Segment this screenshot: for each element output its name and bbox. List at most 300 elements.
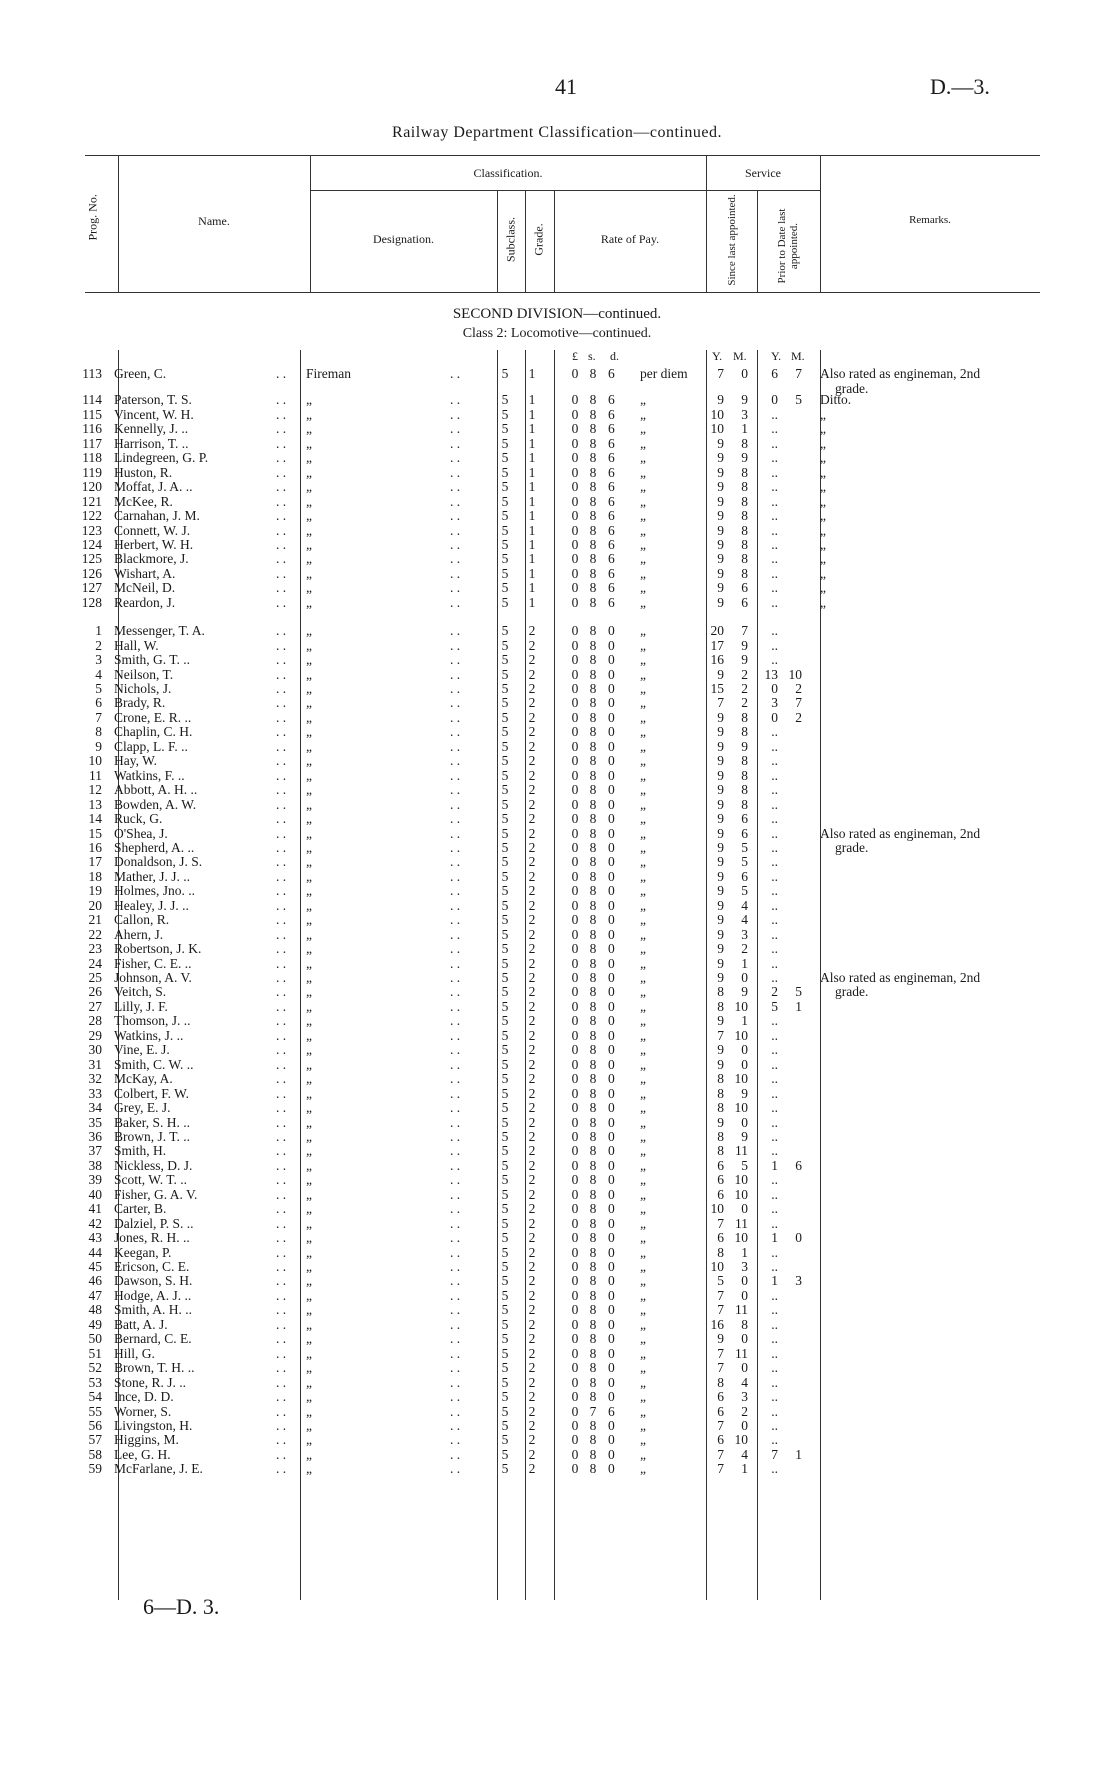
since-months-cell: 11 <box>735 1302 748 1318</box>
per-diem-cell: „ <box>640 1215 646 1231</box>
since-months-cell: 0 <box>741 1331 748 1347</box>
designation-cell: „ <box>306 435 312 451</box>
pay-shillings-cell: 8 <box>589 926 597 942</box>
pay-pence-cell: 0 <box>608 1316 615 1332</box>
designation-cell: „ <box>306 493 312 509</box>
prog-number: 115 <box>82 406 102 422</box>
since-years-cell: 7 <box>717 1027 724 1043</box>
pay-shillings-cell: 8 <box>589 941 597 957</box>
pay-shillings-cell: 8 <box>589 565 597 581</box>
pay-pence-cell: 0 <box>608 695 615 711</box>
unit-pounds: £ <box>572 349 578 363</box>
pay-shillings-cell: 8 <box>589 464 597 480</box>
pay-shillings-cell: 8 <box>589 767 597 783</box>
since-months-cell: 7 <box>741 623 748 639</box>
grade-cell: 2 <box>528 724 536 740</box>
name-cell: Shepherd, A. .. <box>114 839 195 855</box>
prior-years-cell: .. <box>771 580 778 596</box>
designation-cell: „ <box>306 1056 312 1072</box>
name-cell: Crone, E. R. .. <box>114 709 192 725</box>
per-diem-cell: „ <box>640 1389 646 1405</box>
leader-dots: . . <box>450 709 461 725</box>
since-months-cell: 1 <box>741 421 748 437</box>
prog-number: 58 <box>88 1446 102 1462</box>
per-diem-cell: „ <box>640 941 646 957</box>
since-years-cell: 6 <box>717 1230 724 1246</box>
prior-years-cell: .. <box>771 1360 778 1376</box>
grade-cell: 2 <box>528 825 536 841</box>
prior-years-cell: 0 <box>771 392 778 408</box>
prior-years-cell: .. <box>771 1143 778 1159</box>
designation-cell: „ <box>306 970 312 985</box>
prior-years-cell: .. <box>771 1128 778 1144</box>
pay-pounds-cell: 0 <box>571 1027 579 1043</box>
prog-number: 5 <box>95 681 102 696</box>
since-months-cell: 4 <box>741 1374 748 1390</box>
pay-pence-cell: 6 <box>608 435 615 451</box>
pay-shillings-cell: 8 <box>589 652 597 668</box>
since-years-cell: 9 <box>717 941 724 957</box>
name-cell: Grey, E. J. <box>114 1100 171 1116</box>
remarks-cell: „ <box>820 580 826 596</box>
since-years-cell: 7 <box>717 366 724 381</box>
pay-pence-cell: 6 <box>608 392 615 408</box>
since-months-cell: 10 <box>734 1230 748 1246</box>
prog-number: 12 <box>88 782 102 798</box>
subclass-cell: 5 <box>501 392 509 408</box>
leader-dots: . . <box>450 551 461 567</box>
per-diem-cell: „ <box>640 1201 646 1217</box>
subclass-cell: 5 <box>501 1259 509 1274</box>
prog-number: 29 <box>88 1027 102 1043</box>
prog-number: 117 <box>82 435 102 451</box>
name-cell: Bowden, A. W. <box>114 796 197 812</box>
pay-pounds-cell: 0 <box>571 623 579 639</box>
designation-cell: „ <box>306 767 312 783</box>
grade-cell: 2 <box>528 1374 536 1390</box>
prog-number: 34 <box>88 1100 102 1116</box>
leader-dots: . . <box>276 1056 287 1072</box>
subclass-cell: 5 <box>501 1331 509 1347</box>
pay-pounds-cell: 0 <box>571 955 579 971</box>
prog-number: 20 <box>88 897 102 913</box>
prior-years-cell: 0 <box>771 681 778 696</box>
prog-number: 43 <box>88 1230 102 1246</box>
per-diem-cell: „ <box>640 955 646 971</box>
pay-pence-cell: 6 <box>608 565 615 581</box>
grade-cell: 1 <box>528 479 536 495</box>
since-months-cell: 10 <box>734 1100 748 1116</box>
grade-cell: 2 <box>528 1302 536 1318</box>
leader-dots: . . <box>450 1186 461 1202</box>
per-diem-cell: „ <box>640 724 646 740</box>
leader-dots: . . <box>450 421 461 437</box>
pay-shillings-cell: 8 <box>589 839 597 855</box>
subclass-cell: 5 <box>501 767 509 783</box>
subclass-cell: 5 <box>501 536 509 552</box>
name-cell: Veitch, S. <box>114 984 167 1000</box>
prog-number: 122 <box>81 508 102 524</box>
subclass-cell: 5 <box>501 984 509 1000</box>
per-diem-cell: „ <box>640 1157 646 1173</box>
since-months-cell: 8 <box>741 724 748 740</box>
pay-pence-cell: 0 <box>608 1100 615 1116</box>
prog-number: 22 <box>88 926 102 942</box>
name-cell: Hill, G. <box>114 1345 155 1361</box>
prior-years-cell: .. <box>771 1114 778 1130</box>
leader-dots: . . <box>450 594 461 610</box>
per-diem-cell: „ <box>640 1273 646 1289</box>
prior-years-cell: .. <box>771 1085 778 1101</box>
designation-cell: „ <box>306 695 312 711</box>
since-months-cell: 8 <box>741 709 748 725</box>
grade-cell: 2 <box>528 1114 536 1130</box>
name-cell: Healey, J. J. .. <box>114 897 189 913</box>
name-cell: Connett, W. J. <box>114 522 191 538</box>
grade-cell: 1 <box>528 536 536 552</box>
leader-dots: . . <box>276 637 287 653</box>
since-months-cell: 11 <box>735 1215 748 1231</box>
leader-dots: . . <box>276 1186 287 1202</box>
per-diem-cell: „ <box>640 450 646 466</box>
since-years-cell: 9 <box>717 738 724 754</box>
pay-pence-cell: 0 <box>608 825 615 841</box>
header-since-last-appointed: Since last appointed. <box>726 194 738 286</box>
pay-shillings-cell: 8 <box>589 1446 597 1462</box>
leader-dots: . . <box>276 1085 287 1101</box>
since-months-cell: 11 <box>735 1345 748 1361</box>
per-diem-cell: „ <box>640 580 646 596</box>
subclass-cell: 5 <box>501 551 509 567</box>
subclass-cell: 5 <box>501 450 509 466</box>
prior-months-cell: 3 <box>795 1273 802 1289</box>
pay-shillings-cell: 8 <box>589 1287 597 1303</box>
subclass-cell: 5 <box>501 435 509 451</box>
subclass-cell: 5 <box>501 1085 509 1101</box>
pay-pounds-cell: 0 <box>571 1143 579 1159</box>
name-cell: Johnson, A. V. <box>114 970 192 985</box>
since-months-cell: 8 <box>741 508 748 524</box>
pay-pence-cell: 0 <box>608 1446 615 1462</box>
leader-dots: . . <box>450 868 461 884</box>
grade-cell: 2 <box>528 1085 536 1101</box>
per-diem-cell: „ <box>640 1143 646 1159</box>
since-months-cell: 11 <box>735 1143 748 1159</box>
prog-number: 35 <box>88 1114 102 1130</box>
grade-cell: 2 <box>528 1186 536 1202</box>
leader-dots: . . <box>450 767 461 783</box>
pay-shillings-cell: 8 <box>589 709 597 725</box>
pay-pence-cell: 0 <box>608 767 615 783</box>
pay-shillings-cell: 8 <box>589 1085 597 1101</box>
name-cell: Nickless, D. J. <box>114 1157 193 1173</box>
prior-years-cell: .. <box>771 493 778 509</box>
leader-dots: . . <box>276 1345 287 1361</box>
leader-dots: . . <box>450 854 461 870</box>
pay-shillings-cell: 8 <box>589 1042 597 1058</box>
grade-cell: 2 <box>528 839 536 855</box>
since-years-cell: 9 <box>717 868 724 884</box>
prior-months-cell: 7 <box>795 695 802 711</box>
prog-number: 50 <box>88 1331 102 1347</box>
grade-cell: 2 <box>528 955 536 971</box>
grade-cell: 1 <box>528 406 536 422</box>
pay-shillings-cell: 8 <box>589 1331 597 1347</box>
since-years-cell: 9 <box>717 709 724 725</box>
since-years-cell: 10 <box>710 406 724 422</box>
leader-dots: . . <box>450 681 461 696</box>
leader-dots: . . <box>276 1417 287 1433</box>
per-diem-cell: „ <box>640 1403 646 1419</box>
leader-dots: . . <box>450 825 461 841</box>
header-grade: Grade. <box>531 223 546 256</box>
pay-pounds-cell: 0 <box>571 565 579 581</box>
subclass-cell: 5 <box>501 941 509 957</box>
prog-number: 21 <box>88 912 102 928</box>
prior-years-cell: .. <box>771 811 778 827</box>
prior-years-cell: .. <box>771 1013 778 1029</box>
pay-pence-cell: 0 <box>608 652 615 668</box>
per-diem-cell: „ <box>640 839 646 855</box>
pay-pence-cell: 0 <box>608 1461 615 1477</box>
grade-cell: 2 <box>528 666 536 682</box>
leader-dots: . . <box>276 565 287 581</box>
since-months-cell: 3 <box>741 1259 748 1274</box>
prior-years-cell: .. <box>771 825 778 841</box>
since-months-cell: 3 <box>741 926 748 942</box>
pay-pounds-cell: 0 <box>571 782 579 798</box>
designation-cell: „ <box>306 753 312 769</box>
name-cell: Stone, R. J. .. <box>114 1374 187 1390</box>
name-cell: Mather, J. J. .. <box>114 868 190 884</box>
grade-cell: 1 <box>528 551 536 567</box>
per-diem-cell: „ <box>640 753 646 769</box>
pay-pounds-cell: 0 <box>571 984 579 1000</box>
footer-reference: 6—D. 3. <box>143 1594 220 1619</box>
remarks-cell: Also rated as engineman, 2nd <box>820 366 981 381</box>
since-years-cell: 7 <box>717 1417 724 1433</box>
pay-pounds-cell: 0 <box>571 1461 579 1477</box>
pay-pounds-cell: 0 <box>571 392 579 408</box>
since-years-cell: 9 <box>717 464 724 480</box>
pay-shillings-cell: 8 <box>589 637 597 653</box>
subclass-cell: 5 <box>501 998 509 1014</box>
pay-shillings-cell: 8 <box>589 1316 597 1332</box>
prog-number: 19 <box>88 883 102 899</box>
since-months-cell: 5 <box>741 1157 748 1173</box>
leader-dots: . . <box>450 435 461 451</box>
subclass-cell: 5 <box>501 1417 509 1433</box>
grade-cell: 2 <box>528 1403 536 1419</box>
pay-pounds-cell: 0 <box>571 536 579 552</box>
grade-cell: 2 <box>528 811 536 827</box>
leader-dots: . . <box>450 811 461 827</box>
designation-cell: „ <box>306 681 312 696</box>
subclass-cell: 5 <box>501 1186 509 1202</box>
leader-dots: . . <box>450 998 461 1014</box>
division-heading: SECOND DIVISION—continued. <box>452 306 662 322</box>
grade-cell: 2 <box>528 1259 536 1274</box>
pay-shillings-cell: 8 <box>589 681 597 696</box>
pay-pounds-cell: 0 <box>571 1215 579 1231</box>
prog-number: 11 <box>89 767 102 783</box>
pay-shillings-cell: 8 <box>589 666 597 682</box>
designation-cell: „ <box>306 565 312 581</box>
per-diem-cell: „ <box>640 1186 646 1202</box>
designation-cell: „ <box>306 782 312 798</box>
pay-pounds-cell: 0 <box>571 1374 579 1390</box>
since-months-cell: 8 <box>741 753 748 769</box>
since-years-cell: 9 <box>717 522 724 538</box>
pay-pounds-cell: 0 <box>571 1071 579 1087</box>
since-months-cell: 6 <box>741 868 748 884</box>
subclass-cell: 5 <box>501 666 509 682</box>
leader-dots: . . <box>276 883 287 899</box>
prog-number: 119 <box>82 464 102 480</box>
grade-cell: 2 <box>528 1042 536 1058</box>
pay-pounds-cell: 0 <box>571 435 579 451</box>
prior-years-cell: .. <box>771 912 778 928</box>
since-months-cell: 8 <box>741 493 748 509</box>
subclass-cell: 5 <box>501 366 509 381</box>
since-years-cell: 7 <box>717 1302 724 1318</box>
since-years-cell: 8 <box>717 1071 724 1087</box>
pay-pounds-cell: 0 <box>571 1316 579 1332</box>
name-cell: Reardon, J. <box>114 594 176 610</box>
since-months-cell: 8 <box>741 551 748 567</box>
designation-cell: „ <box>306 1071 312 1087</box>
leader-dots: . . <box>450 1071 461 1087</box>
name-cell: Harrison, T. .. <box>114 435 189 451</box>
unit-years-since: Y. <box>712 349 723 363</box>
since-years-cell: 9 <box>717 1331 724 1347</box>
leader-dots: . . <box>276 782 287 798</box>
header-classification: Classification. <box>473 166 543 180</box>
pay-shillings-cell: 8 <box>589 1432 597 1448</box>
leader-dots: . . <box>276 1259 287 1274</box>
designation-cell: „ <box>306 1201 312 1217</box>
prior-years-cell: .. <box>771 883 778 899</box>
prior-years-cell: 1 <box>771 1273 778 1289</box>
pay-pounds-cell: 0 <box>571 724 579 740</box>
grade-cell: 1 <box>528 508 536 524</box>
pay-pence-cell: 0 <box>608 1302 615 1318</box>
pay-pounds-cell: 0 <box>571 1157 579 1173</box>
leader-dots: . . <box>450 366 461 381</box>
remarks-continuation: grade. <box>835 381 869 396</box>
leader-dots: . . <box>450 536 461 552</box>
since-months-cell: 1 <box>741 1461 748 1477</box>
pay-shillings-cell: 8 <box>589 479 597 495</box>
designation-cell: „ <box>306 551 312 567</box>
leader-dots: . . <box>276 1331 287 1347</box>
grade-cell: 2 <box>528 1056 536 1072</box>
designation-cell: „ <box>306 1446 312 1462</box>
leader-dots: . . <box>276 551 287 567</box>
subclass-cell: 5 <box>501 955 509 971</box>
name-cell: Brown, J. T. .. <box>114 1128 191 1144</box>
grade-cell: 2 <box>528 1244 536 1260</box>
prior-years-cell: .. <box>771 1389 778 1405</box>
subclass-cell: 5 <box>501 1172 509 1188</box>
designation-cell: „ <box>306 1128 312 1144</box>
leader-dots: . . <box>450 464 461 480</box>
subclass-cell: 5 <box>501 839 509 855</box>
pay-pounds-cell: 0 <box>571 1432 579 1448</box>
subclass-cell: 5 <box>501 1287 509 1303</box>
prog-number: 8 <box>95 724 102 740</box>
since-months-cell: 8 <box>741 767 748 783</box>
designation-cell: „ <box>306 984 312 1000</box>
leader-dots: . . <box>450 1085 461 1101</box>
leader-dots: . . <box>276 1461 287 1477</box>
grade-cell: 1 <box>528 435 536 451</box>
pay-shillings-cell: 8 <box>589 1345 597 1361</box>
pay-shillings-cell: 8 <box>589 406 597 422</box>
name-cell: McFarlane, J. E. <box>114 1461 203 1477</box>
pay-pence-cell: 0 <box>608 839 615 855</box>
leader-dots: . . <box>276 450 287 466</box>
pay-pounds-cell: 0 <box>571 666 579 682</box>
prior-years-cell: .. <box>771 565 778 581</box>
pay-pounds-cell: 0 <box>571 767 579 783</box>
prior-months-cell: 6 <box>795 1157 802 1173</box>
since-months-cell: 3 <box>741 406 748 422</box>
per-diem-cell: „ <box>640 464 646 480</box>
pay-pence-cell: 0 <box>608 1374 615 1390</box>
leader-dots: . . <box>276 623 287 639</box>
pay-shillings-cell: 8 <box>589 1417 597 1433</box>
since-years-cell: 9 <box>717 897 724 913</box>
subclass-cell: 5 <box>501 1403 509 1419</box>
grade-cell: 1 <box>528 464 536 480</box>
since-months-cell: 8 <box>741 464 748 480</box>
grade-cell: 2 <box>528 854 536 870</box>
class-heading: Class 2: Locomotive—continued. <box>462 326 652 341</box>
since-months-cell: 0 <box>741 1056 748 1072</box>
header-service: Service <box>745 166 781 180</box>
leader-dots: . . <box>276 955 287 971</box>
pay-pounds-cell: 0 <box>571 811 579 827</box>
prog-number: 116 <box>82 421 102 437</box>
designation-cell: „ <box>306 1085 312 1101</box>
per-diem-cell: „ <box>640 1345 646 1361</box>
prog-number: 30 <box>88 1042 102 1058</box>
subclass-cell: 5 <box>501 406 509 422</box>
subclass-cell: 5 <box>501 796 509 812</box>
page-number: 41 <box>555 74 577 99</box>
header-designation: Designation. <box>373 232 434 246</box>
leader-dots: . . <box>450 738 461 754</box>
prior-years-cell: .. <box>771 753 778 769</box>
since-years-cell: 8 <box>717 1143 724 1159</box>
pay-pence-cell: 0 <box>608 883 615 899</box>
leader-dots: . . <box>450 637 461 653</box>
designation-cell: „ <box>306 926 312 942</box>
designation-cell: „ <box>306 1259 312 1274</box>
pay-pence-cell: 0 <box>608 912 615 928</box>
prog-number: 45 <box>88 1259 102 1274</box>
prior-years-cell: 13 <box>764 666 778 682</box>
subclass-cell: 5 <box>501 1316 509 1332</box>
pay-pence-cell: 0 <box>608 1027 615 1043</box>
subclass-cell: 5 <box>501 637 509 653</box>
prog-number: 26 <box>88 984 102 1000</box>
since-months-cell: 1 <box>741 1244 748 1260</box>
pay-shillings-cell: 8 <box>589 868 597 884</box>
designation-cell: „ <box>306 1172 312 1188</box>
subclass-cell: 5 <box>501 1013 509 1029</box>
